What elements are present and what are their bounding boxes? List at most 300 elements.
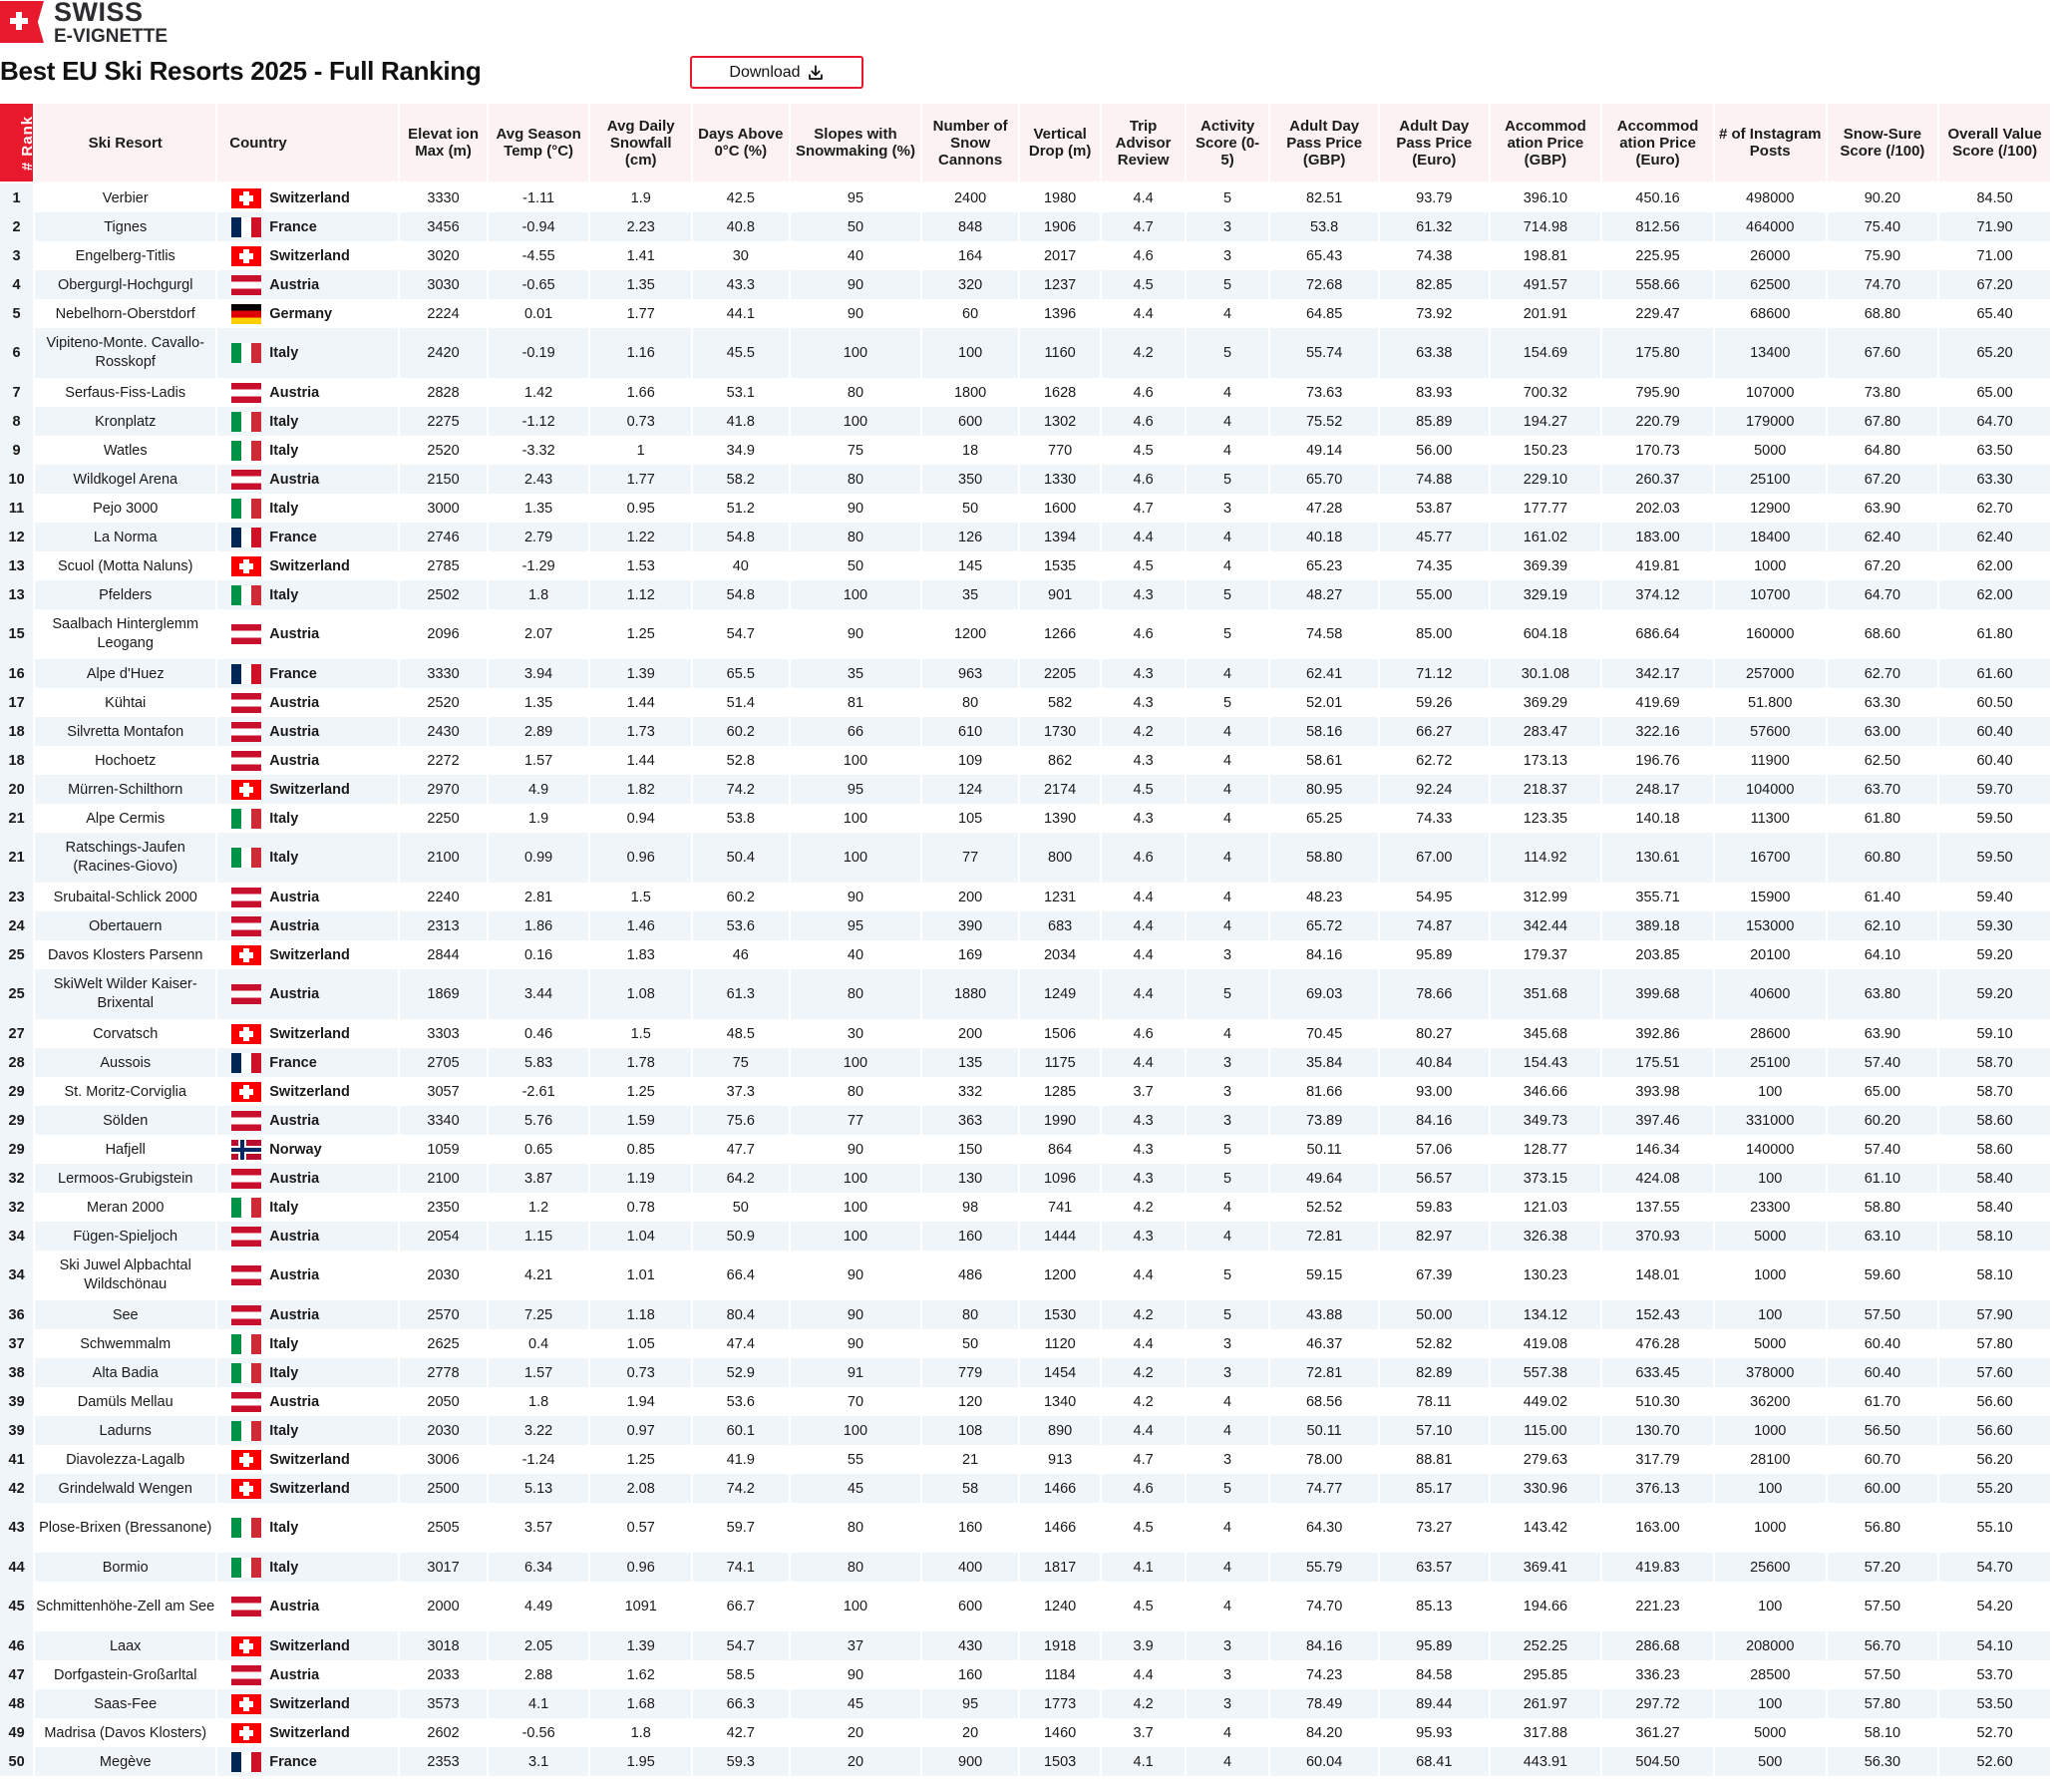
cell-vertical-drop: 1535 — [1043, 557, 1077, 574]
cell-elevation-max: 2224 — [427, 305, 460, 322]
cell-rank: 46 — [0, 1631, 33, 1660]
cell-avg-daily-snowfall: 1.39 — [590, 1631, 691, 1660]
column-header-country[interactable]: Country — [217, 104, 398, 183]
table-row[interactable] — [0, 1416, 2050, 1445]
cell-snow-sure-score: 68.80 — [1864, 305, 1901, 322]
cell-avg-daily-snowfall: 1.35 — [590, 270, 691, 299]
cell-day-pass-euro: 40.84 — [1380, 1048, 1489, 1077]
table-row[interactable] — [0, 1387, 2050, 1416]
table-row[interactable] — [0, 1329, 2050, 1358]
cell-elevation-max: 2150 — [400, 465, 487, 494]
table-row[interactable] — [0, 1358, 2050, 1387]
cell-avg-daily-snowfall: 1.95 — [590, 1747, 691, 1776]
cell-elevation-max: 2096 — [427, 625, 460, 642]
cell-avg-season-temp: 4.1 — [489, 1689, 589, 1718]
cell-day-pass-gbp: 75.52 — [1270, 407, 1378, 436]
cell-accommodation-euro: 397.46 — [1602, 1106, 1713, 1135]
cell-avg-daily-snowfall: 0.94 — [626, 810, 655, 827]
cell-overall-value-score: 56.60 — [1976, 1393, 2013, 1410]
column-header-day-pass-gbp[interactable]: Adult Day Pass Price (GBP) — [1270, 104, 1378, 183]
cell-activity-score: 5 — [1187, 969, 1268, 1019]
cell-days-above-zero: 74.2 — [693, 775, 789, 804]
flag-austria-icon — [231, 470, 261, 490]
cell-vertical-drop: 1466 — [1043, 1519, 1077, 1536]
cell-overall-value-score: 59.50 — [1976, 810, 2013, 827]
cell-avg-daily-snowfall: 1.68 — [590, 1689, 691, 1718]
cell-avg-season-temp: -0.56 — [521, 1724, 555, 1741]
brand-line-1: SWISS — [54, 0, 144, 27]
table-row[interactable] — [0, 717, 2050, 746]
table-row[interactable] — [0, 1718, 2050, 1747]
table-row[interactable] — [0, 328, 2050, 378]
country-name: Austria — [269, 694, 320, 711]
cell-elevation-max: 2828 — [427, 384, 460, 401]
table-row[interactable] — [0, 1503, 2050, 1553]
cell-vertical-drop: 1730 — [1020, 717, 1100, 746]
cell-snow-sure-score: 63.70 — [1828, 775, 1938, 804]
cell-day-pass-gbp: 74.77 — [1270, 1474, 1378, 1503]
table-row[interactable] — [0, 1747, 2050, 1776]
cell-avg-season-temp: -3.32 — [521, 442, 555, 459]
cell-tripadvisor-review: 4.5 — [1102, 270, 1184, 299]
cell-days-above-zero: 41.9 — [726, 1451, 755, 1468]
cell-snow-cannons: 320 — [922, 270, 1018, 299]
table-row[interactable] — [0, 299, 2050, 328]
cell-days-above-zero: 66.4 — [726, 1266, 755, 1283]
column-header-snow-cannons[interactable]: Number of Snow Cannons — [922, 104, 1018, 183]
country-name: Switzerland — [269, 1724, 350, 1741]
column-header-days-above-zero[interactable]: Days Above 0°C (%) — [693, 104, 789, 183]
table-row[interactable] — [0, 465, 2050, 494]
cell-vertical-drop: 1231 — [1043, 889, 1077, 905]
cell-tripadvisor-review: 4.3 — [1133, 810, 1154, 827]
table-row[interactable] — [0, 1019, 2050, 1048]
cell-country — [217, 1747, 398, 1776]
cell-day-pass-gbp: 78.49 — [1270, 1689, 1378, 1718]
table-row[interactable] — [0, 940, 2050, 969]
cell-tripadvisor-review: 4.2 — [1102, 1300, 1184, 1329]
cell-days-above-zero: 59.3 — [693, 1747, 789, 1776]
table-row[interactable] — [0, 378, 2050, 407]
cell-rank: 8 — [0, 407, 33, 436]
cell-rank: 38 — [0, 1358, 33, 1387]
cell-snow-cannons: 130 — [922, 1164, 1018, 1193]
cell-slopes-snowmaking: 100 — [843, 810, 868, 827]
cell-elevation-max: 2844 — [427, 946, 460, 963]
cell-vertical-drop: 1302 — [1020, 407, 1100, 436]
flag-austria-icon — [231, 624, 261, 644]
cell-avg-daily-snowfall: 1.01 — [626, 1266, 655, 1283]
cell-vertical-drop: 1120 — [1044, 1335, 1076, 1352]
table-row[interactable] — [0, 241, 2050, 270]
cell-avg-season-temp: -1.29 — [521, 557, 555, 574]
column-header-overall-value-score[interactable]: Overall Value Score (/100) — [1939, 104, 2050, 183]
table-row[interactable] — [0, 436, 2050, 465]
cell-rank: 18 — [0, 717, 33, 746]
table-row[interactable] — [0, 688, 2050, 717]
column-header-snow-sure-score[interactable]: Snow-Sure Score (/100) — [1828, 104, 1938, 183]
country-name: France — [269, 218, 317, 235]
cell-tripadvisor-review: 4.2 — [1102, 1689, 1184, 1718]
flag-italy-icon — [231, 412, 261, 432]
cell-vertical-drop: 901 — [1020, 580, 1100, 609]
cell-ski-resort: Dorfgastein-Großarltal — [54, 1666, 197, 1683]
cell-instagram-posts: 20100 — [1750, 946, 1791, 963]
cell-vertical-drop: 1503 — [1020, 1747, 1100, 1776]
flag-switzerland-icon — [231, 1479, 261, 1499]
country-name: Austria — [269, 1112, 320, 1129]
table-row[interactable] — [0, 580, 2050, 609]
cell-tripadvisor-review: 4.2 — [1133, 1393, 1154, 1410]
cell-instagram-posts: 12900 — [1750, 500, 1791, 517]
cell-rank: 41 — [0, 1445, 33, 1474]
cell-slopes-snowmaking: 90 — [847, 1666, 864, 1683]
cell-tripadvisor-review: 4.2 — [1102, 1358, 1184, 1387]
cell-snow-cannons: 848 — [922, 212, 1018, 241]
table-row[interactable] — [0, 523, 2050, 551]
cell-tripadvisor-review: 4.3 — [1102, 1222, 1184, 1251]
cell-slopes-snowmaking: 80 — [791, 1553, 921, 1582]
cell-accommodation-euro: 558.66 — [1602, 270, 1713, 299]
cell-avg-season-temp: -1.11 — [522, 189, 555, 206]
cell-accommodation-euro: 220.79 — [1602, 407, 1713, 436]
flag-austria-icon — [231, 1265, 261, 1285]
cell-rank: 36 — [0, 1300, 33, 1329]
cell-slopes-snowmaking: 95 — [791, 911, 921, 940]
cell-elevation-max: 2970 — [400, 775, 487, 804]
cell-elevation-max: 1059 — [427, 1141, 460, 1158]
flag-austria-icon — [231, 916, 261, 936]
table-row[interactable] — [0, 659, 2050, 688]
cell-days-above-zero: 64.2 — [693, 1164, 789, 1193]
flag-france-icon — [231, 528, 261, 547]
cell-accommodation-gbp: 201.91 — [1523, 305, 1568, 322]
cell-day-pass-gbp: 53.8 — [1270, 212, 1378, 241]
cell-slopes-snowmaking: 50 — [847, 557, 864, 574]
cell-days-above-zero: 58.2 — [693, 465, 789, 494]
cell-avg-daily-snowfall: 1.25 — [626, 625, 655, 642]
cell-ski-resort: Plose-Brixen (Bressanone) — [39, 1519, 212, 1536]
table-row[interactable] — [0, 969, 2050, 1019]
cell-snow-cannons: 100 — [922, 328, 1018, 378]
cell-overall-value-score: 61.80 — [1976, 625, 2013, 642]
country-name: Italy — [269, 442, 299, 459]
cell-accommodation-gbp: 134.12 — [1491, 1300, 1601, 1329]
country-name: Austria — [269, 1170, 320, 1187]
cell-accommodation-euro: 419.81 — [1635, 557, 1680, 574]
table-row[interactable] — [0, 833, 2050, 883]
cell-overall-value-score: 59.10 — [1976, 1025, 2013, 1042]
cell-snow-sure-score: 64.10 — [1864, 946, 1901, 963]
cell-day-pass-euro: 74.38 — [1416, 247, 1453, 264]
cell-day-pass-euro: 93.79 — [1416, 189, 1453, 206]
cell-days-above-zero: 43.3 — [693, 270, 789, 299]
column-header-activity-score[interactable]: Activity Score (0-5) — [1187, 104, 1268, 183]
cell-avg-season-temp: -2.61 — [521, 1083, 555, 1100]
table-row[interactable] — [0, 212, 2050, 241]
cell-tripadvisor-review: 4.5 — [1133, 1598, 1154, 1614]
cell-accommodation-gbp: 419.08 — [1523, 1335, 1568, 1352]
flag-italy-icon — [231, 1363, 261, 1383]
table-row[interactable] — [0, 1474, 2050, 1503]
table-row[interactable] — [0, 1582, 2050, 1631]
cell-vertical-drop: 741 — [1048, 1199, 1073, 1216]
cell-instagram-posts: 62500 — [1715, 270, 1826, 299]
cell-accommodation-euro: 392.86 — [1635, 1025, 1680, 1042]
cell-ski-resort: Alpe Cermis — [86, 810, 166, 827]
column-header-elevation-max[interactable]: Elevat ion Max (m) — [400, 104, 487, 183]
table-row[interactable] — [0, 1553, 2050, 1582]
cell-elevation-max: 2272 — [427, 752, 460, 769]
cell-activity-score: 5 — [1187, 328, 1268, 378]
country-name: Austria — [269, 889, 320, 905]
cell-days-above-zero: 47.7 — [726, 1141, 755, 1158]
cell-avg-season-temp: 0.4 — [528, 1335, 549, 1352]
cell-accommodation-euro: 130.70 — [1602, 1416, 1713, 1445]
cell-activity-score: 3 — [1223, 1083, 1232, 1100]
cell-rank: 29 — [0, 1106, 33, 1135]
cell-snow-cannons: 2400 — [953, 189, 987, 206]
cell-overall-value-score: 63.50 — [1976, 442, 2013, 459]
cell-country — [217, 833, 398, 883]
cell-rank: 4 — [0, 270, 33, 299]
cell-activity-score: 4 — [1223, 1519, 1232, 1536]
column-header-vertical-drop[interactable]: Vertical Drop (m) — [1020, 104, 1100, 183]
table-row[interactable] — [0, 609, 2050, 659]
cell-avg-daily-snowfall: 1.08 — [590, 969, 691, 1019]
cell-day-pass-gbp: 80.95 — [1270, 775, 1378, 804]
table-body — [0, 183, 2050, 1776]
table-row[interactable] — [0, 1164, 2050, 1193]
cell-country — [217, 883, 398, 911]
cell-slopes-snowmaking: 35 — [791, 659, 921, 688]
cell-snow-cannons: 900 — [922, 1747, 1018, 1776]
cell-elevation-max: 2785 — [427, 557, 460, 574]
cell-elevation-max: 2502 — [400, 580, 487, 609]
table-row[interactable] — [0, 407, 2050, 436]
column-header-accommodation-gbp[interactable]: Accommod ation Price (GBP) — [1491, 104, 1601, 183]
table-row[interactable] — [0, 494, 2050, 523]
cell-snow-sure-score: 63.30 — [1864, 694, 1901, 711]
cell-day-pass-euro: 59.26 — [1416, 694, 1453, 711]
cell-overall-value-score: 57.80 — [1976, 1335, 2013, 1352]
cell-day-pass-euro: 63.57 — [1380, 1553, 1489, 1582]
flag-france-icon — [231, 1752, 261, 1772]
cell-slopes-snowmaking: 100 — [791, 328, 921, 378]
cell-accommodation-euro: 361.27 — [1635, 1724, 1680, 1741]
cell-accommodation-gbp: 700.32 — [1523, 384, 1568, 401]
brand-logo[interactable] — [0, 0, 169, 47]
cell-snow-cannons: 50 — [962, 1335, 979, 1352]
flag-austria-icon — [231, 1392, 261, 1412]
cell-avg-daily-snowfall: 1.83 — [626, 946, 655, 963]
cell-activity-score: 5 — [1187, 270, 1268, 299]
cell-tripadvisor-review: 4.1 — [1102, 1553, 1184, 1582]
cell-snow-cannons: 164 — [958, 247, 983, 264]
cell-avg-daily-snowfall: 1.66 — [626, 384, 655, 401]
cell-activity-score: 4 — [1223, 752, 1232, 769]
cell-instagram-posts: 1000 — [1754, 1519, 1787, 1536]
column-header-instagram-posts[interactable]: # of Instagram Posts — [1715, 104, 1826, 183]
cell-accommodation-gbp: 283.47 — [1491, 717, 1601, 746]
cell-days-above-zero: 74.2 — [693, 1474, 789, 1503]
cell-snow-sure-score: 57.50 — [1828, 1300, 1938, 1329]
cell-snow-cannons: 20 — [962, 1724, 979, 1741]
cell-rank: 11 — [0, 494, 33, 523]
cell-snow-cannons: 1800 — [953, 384, 987, 401]
cell-day-pass-euro: 54.95 — [1416, 889, 1453, 905]
cell-snow-sure-score: 61.80 — [1864, 810, 1901, 827]
cell-day-pass-euro: 53.87 — [1416, 500, 1453, 517]
table-row[interactable] — [0, 883, 2050, 911]
cell-accommodation-euro: 170.73 — [1635, 442, 1680, 459]
cell-avg-season-temp: 2.05 — [489, 1631, 589, 1660]
cell-accommodation-gbp: 443.91 — [1491, 1747, 1601, 1776]
flag-austria-icon — [231, 888, 261, 907]
cell-accommodation-gbp: 252.25 — [1491, 1631, 1601, 1660]
cell-elevation-max: 2250 — [427, 810, 460, 827]
cell-tripadvisor-review: 4.3 — [1133, 694, 1154, 711]
cell-snow-sure-score: 57.40 — [1828, 1048, 1938, 1077]
cell-rank: 34 — [0, 1251, 33, 1300]
cell-avg-daily-snowfall: 1.5 — [630, 1025, 651, 1042]
cell-avg-season-temp: 1.42 — [523, 384, 553, 401]
cell-day-pass-euro: 95.89 — [1416, 946, 1453, 963]
cell-avg-season-temp: 3.94 — [489, 659, 589, 688]
cell-ski-resort: Mürren-Schilthorn — [35, 775, 215, 804]
cell-instagram-posts: 5000 — [1754, 442, 1787, 459]
cell-elevation-max: 2570 — [400, 1300, 487, 1329]
cell-ski-resort: Kühtai — [105, 694, 147, 711]
cell-accommodation-euro: 389.18 — [1602, 911, 1713, 940]
cell-overall-value-score: 60.40 — [1976, 752, 2013, 769]
cell-accommodation-gbp: 330.96 — [1491, 1474, 1601, 1503]
flag-france-icon — [231, 217, 261, 237]
cell-instagram-posts: 10700 — [1715, 580, 1826, 609]
cell-elevation-max: 2520 — [427, 694, 460, 711]
cell-day-pass-gbp: 55.79 — [1270, 1553, 1378, 1582]
cell-day-pass-gbp: 74.58 — [1305, 625, 1343, 642]
table-row[interactable] — [0, 1300, 2050, 1329]
cell-accommodation-euro: 812.56 — [1602, 212, 1713, 241]
cell-country — [217, 746, 398, 775]
cell-day-pass-gbp: 48.23 — [1305, 889, 1343, 905]
cell-tripadvisor-review: 4.4 — [1133, 189, 1154, 206]
cell-activity-score: 3 — [1187, 1689, 1268, 1718]
cell-activity-score: 4 — [1187, 717, 1268, 746]
column-header-ski-resort[interactable]: Ski Resort — [35, 104, 215, 183]
column-header-avg-season-temp[interactable]: Avg Season Temp (°C) — [489, 104, 589, 183]
table-row[interactable] — [0, 1251, 2050, 1300]
cell-overall-value-score: 58.40 — [1976, 1199, 2013, 1216]
cell-day-pass-euro: 74.87 — [1380, 911, 1489, 940]
table-row[interactable] — [0, 775, 2050, 804]
cell-day-pass-gbp: 72.68 — [1270, 270, 1378, 299]
table-row[interactable] — [0, 183, 2050, 212]
table-row[interactable] — [0, 1445, 2050, 1474]
table-row[interactable] — [0, 1193, 2050, 1222]
cell-day-pass-gbp: 64.30 — [1305, 1519, 1343, 1536]
column-header-rank[interactable] — [0, 104, 37, 183]
cell-accommodation-euro: 221.23 — [1635, 1598, 1680, 1614]
download-button[interactable] — [690, 56, 863, 89]
cell-activity-score: 3 — [1223, 1451, 1232, 1468]
cell-accommodation-gbp: 179.37 — [1523, 946, 1568, 963]
cell-overall-value-score: 67.20 — [1939, 270, 2050, 299]
cell-country — [217, 1135, 398, 1164]
table-row[interactable] — [0, 911, 2050, 940]
cell-snow-cannons: 18 — [962, 442, 979, 459]
cell-slopes-snowmaking: 90 — [847, 889, 864, 905]
cell-activity-score: 4 — [1187, 1222, 1268, 1251]
cell-avg-season-temp: 1.8 — [528, 1393, 549, 1410]
cell-day-pass-gbp: 81.66 — [1305, 1083, 1343, 1100]
cell-day-pass-euro: 55.00 — [1380, 580, 1489, 609]
flag-italy-icon — [231, 1334, 261, 1354]
cell-slopes-snowmaking: 100 — [843, 1598, 868, 1614]
column-header-avg-daily-snowfall[interactable]: Avg Daily Snowfall (cm) — [590, 104, 691, 183]
cell-avg-season-temp: 3.1 — [489, 1747, 589, 1776]
table-row[interactable] — [0, 1660, 2050, 1689]
table-row[interactable] — [0, 551, 2050, 580]
country-name: Italy — [269, 1335, 299, 1352]
table-row[interactable] — [0, 804, 2050, 833]
cell-snow-sure-score: 62.40 — [1828, 523, 1938, 551]
column-header-slopes-snowmaking[interactable]: Slopes with Snowmaking (%) — [791, 104, 921, 183]
cell-snow-sure-score: 64.80 — [1864, 442, 1901, 459]
column-header-accommodation-euro[interactable]: Accommod ation Price (Euro) — [1602, 104, 1713, 183]
table-row[interactable] — [0, 1048, 2050, 1077]
cell-snow-sure-score: 61.40 — [1864, 889, 1901, 905]
flag-austria-icon — [231, 984, 261, 1004]
cell-snow-cannons: 98 — [962, 1199, 979, 1216]
table-row[interactable] — [0, 1631, 2050, 1660]
cell-snow-sure-score: 67.20 — [1864, 557, 1901, 574]
cell-country — [217, 1416, 398, 1445]
cell-days-above-zero: 52.9 — [693, 1358, 789, 1387]
table-row[interactable] — [0, 1689, 2050, 1718]
column-header-day-pass-euro[interactable]: Adult Day Pass Price (Euro) — [1380, 104, 1489, 183]
table-row[interactable] — [0, 1106, 2050, 1135]
cell-vertical-drop: 1390 — [1043, 810, 1077, 827]
cell-days-above-zero: 53.8 — [726, 810, 755, 827]
table-row[interactable] — [0, 1077, 2050, 1106]
cell-avg-daily-snowfall: 0.96 — [590, 833, 691, 883]
table-row[interactable] — [0, 1222, 2050, 1251]
cell-country — [217, 270, 398, 299]
table-row[interactable] — [0, 746, 2050, 775]
cell-avg-season-temp: 0.16 — [523, 946, 553, 963]
table-row[interactable] — [0, 270, 2050, 299]
cell-accommodation-euro: 322.16 — [1602, 717, 1713, 746]
cell-avg-season-temp: 0.46 — [523, 1025, 553, 1042]
cell-rank: 25 — [0, 940, 33, 969]
cell-days-above-zero: 51.2 — [726, 500, 755, 517]
cell-vertical-drop: 890 — [1020, 1416, 1100, 1445]
cell-ski-resort: Watles — [103, 442, 148, 459]
cell-avg-daily-snowfall: 1.78 — [590, 1048, 691, 1077]
cell-slopes-snowmaking: 95 — [791, 775, 921, 804]
cell-activity-score: 3 — [1187, 212, 1268, 241]
cell-accommodation-gbp: 491.57 — [1491, 270, 1601, 299]
column-header-tripadvisor-review[interactable]: Trip Advisor Review — [1102, 104, 1184, 183]
cell-days-above-zero: 54.7 — [693, 1631, 789, 1660]
cell-elevation-max: 1869 — [400, 969, 487, 1019]
cell-activity-score: 4 — [1223, 442, 1232, 459]
cell-accommodation-euro: 424.08 — [1602, 1164, 1713, 1193]
table-row[interactable] — [0, 1135, 2050, 1164]
cell-day-pass-euro: 56.57 — [1380, 1164, 1489, 1193]
